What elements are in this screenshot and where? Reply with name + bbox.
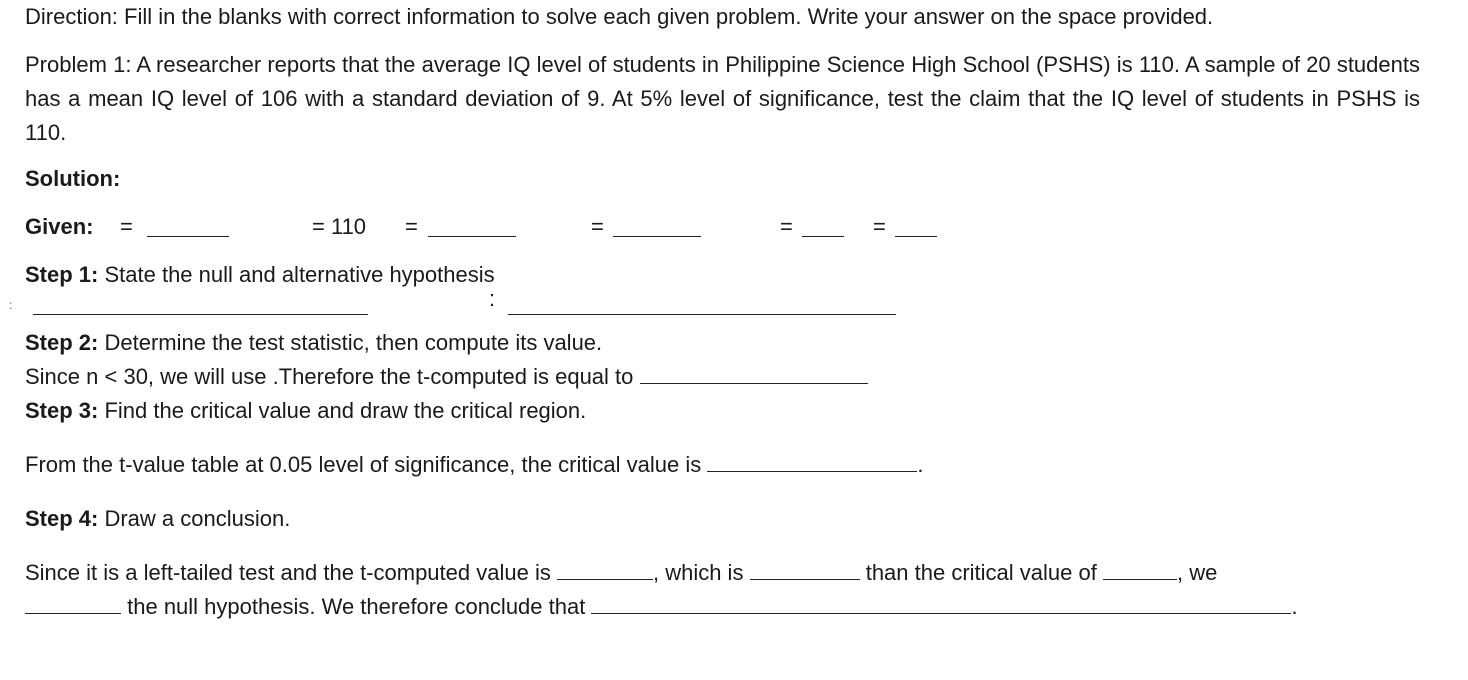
given-row (25, 210, 1420, 244)
conclusion-line-1 (25, 556, 1420, 590)
ha-prefix: : (489, 286, 496, 311)
conclusion-part-2: , which is (652, 560, 744, 585)
critical-value-blank[interactable] (707, 451, 917, 472)
direction-text: Direction: Fill in the blanks with correct information to solve each given problem. Write your answer on the space provided. (25, 4, 1214, 29)
given-eq-5: = (780, 214, 793, 239)
step3-label: Step 3: (25, 398, 99, 423)
conclusion-part-3: than the critical value of (865, 560, 1097, 585)
given-eq-6: = (873, 214, 886, 239)
step1-text: State the null and alternative hypothesis (98, 262, 495, 287)
conclusion-end: . (1291, 594, 1298, 619)
given-blank-1[interactable] (147, 216, 229, 237)
conclusion-part-5: the null hypothesis. We therefore conclude that (127, 594, 586, 619)
step3-text: Find the critical value and draw the critical region. (98, 398, 587, 423)
solution-heading: Solution: (25, 166, 121, 191)
critical-value-line (25, 448, 1420, 482)
given-eq-2: = 110 (312, 214, 367, 239)
step1-label: Step 1: (25, 262, 99, 287)
step2-label: Step 2: (25, 330, 99, 355)
given-eq-4: = (591, 214, 604, 239)
worksheet (9, 0, 1420, 624)
step3-line (25, 394, 1420, 428)
conclusion-part-4: , we (1176, 560, 1218, 585)
step2-text: Determine the test statistic, then compute its value. (98, 330, 603, 355)
t-computed-blank[interactable] (640, 363, 868, 384)
given-blank-5[interactable] (895, 216, 937, 237)
decision-blank[interactable] (25, 593, 121, 614)
critical-value-text: From the t-value table at 0.05 level of significance, the critical value is (25, 452, 702, 477)
final-conclusion-blank[interactable] (591, 593, 1291, 614)
problem-text: Problem 1: A researcher reports that the average IQ level of students in Philippine Science High School (PSHS) is 110. A sample of 20 students has a mean IQ level of 106 with a standard deviation of 9. At 5% level of significance, test the claim that the IQ level of students in PSHS is 110. (25, 52, 1420, 145)
critical-compare-blank[interactable] (1103, 559, 1177, 580)
step2-since-text: Since n < 30, we will use .Therefore the t-computed is equal to (25, 364, 634, 389)
step4-text: Draw a conclusion. (98, 506, 291, 531)
conclusion-line-2 (25, 590, 1420, 624)
null-hypothesis-blank[interactable] (33, 294, 368, 315)
comparison-blank[interactable] (750, 559, 860, 580)
conclusion-part-1: Since it is a left-tailed test and the t-computed value is (25, 560, 551, 585)
hypothesis-row (9, 286, 1420, 322)
t-value-blank[interactable] (557, 559, 653, 580)
step4-label: Step 4: (25, 506, 99, 531)
given-blank-3[interactable] (613, 216, 701, 237)
step2-since-line (25, 360, 1420, 394)
h0-prefix: : (9, 298, 13, 312)
given-label: Given: (25, 214, 94, 239)
step2-line (25, 326, 1420, 360)
step1-line (25, 258, 1420, 292)
given-eq-1: = (120, 214, 133, 239)
given-blank-2[interactable] (428, 216, 516, 237)
alternative-hypothesis-blank[interactable] (508, 294, 896, 315)
given-blank-4[interactable] (802, 216, 844, 237)
critical-value-end: . (917, 452, 924, 477)
step4-line (25, 502, 1420, 536)
given-eq-3: = (405, 214, 418, 239)
